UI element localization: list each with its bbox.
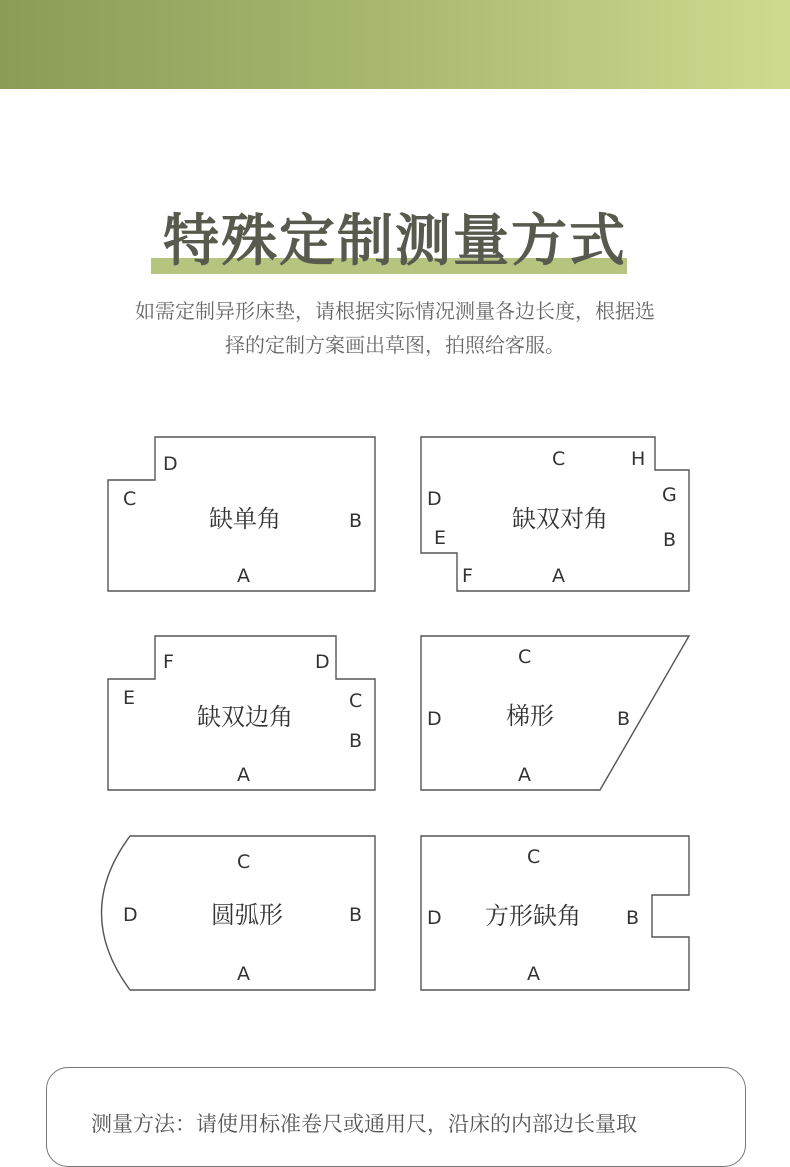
shape-arc (102, 836, 376, 990)
measurement-method-text: 测量方法：请使用标准卷尺或通用尺，沿床的内部边长量取 (91, 1112, 637, 1136)
subtitle-line-1: 如需定制异形床垫，请根据实际情况测量各边长度，根据选 (135, 299, 655, 323)
shape-name: 方形缺角 (485, 902, 581, 930)
shape-double-edge-notch (108, 636, 375, 790)
shape-name: 缺双对角 (512, 505, 608, 533)
edge-label-a: A (518, 764, 531, 786)
edge-label-b: B (617, 708, 631, 730)
edge-label-b: B (663, 529, 677, 551)
edge-label-e: E (434, 527, 447, 549)
edge-label-g: G (662, 484, 677, 506)
edge-label-a: A (237, 764, 250, 786)
measurement-method-box (46, 1067, 746, 1167)
edge-label-c: C (123, 488, 137, 510)
shape-name: 梯形 (506, 702, 554, 730)
edge-label-d: D (123, 904, 138, 926)
edge-label-d: D (427, 907, 442, 929)
edge-label-a: A (552, 565, 565, 587)
edge-label-b: B (349, 730, 363, 752)
edge-label-c: C (349, 690, 363, 712)
edge-label-d: D (427, 488, 442, 510)
edge-label-b: B (349, 904, 363, 926)
edge-label-a: A (237, 963, 250, 985)
edge-label-c: C (552, 448, 566, 470)
edge-label-c: C (527, 846, 541, 868)
edge-label-c: C (237, 851, 251, 873)
edge-label-a: A (527, 963, 540, 985)
edge-label-b: B (626, 907, 640, 929)
shape-double-opposite-notch (421, 437, 689, 591)
edge-label-d: D (163, 453, 178, 475)
edge-label-a: A (237, 565, 250, 587)
edge-label-f: F (462, 565, 473, 587)
shape-trapezoid (421, 636, 689, 790)
subtitle-line-2: 择的定制方案画出草图，拍照给客服。 (225, 333, 565, 357)
shape-name: 缺双边角 (197, 703, 293, 731)
shape-square-notch (421, 836, 689, 990)
edge-label-b: B (349, 510, 363, 532)
edge-label-f: F (163, 651, 174, 673)
edge-label-c: C (518, 646, 532, 668)
edge-label-d: D (315, 651, 330, 673)
shape-trapezoid-outline (421, 636, 689, 790)
shape-single-notch (108, 437, 375, 591)
shape-name: 圆弧形 (211, 901, 283, 929)
edge-label-e: E (123, 687, 136, 709)
shape-name: 缺单角 (209, 505, 281, 533)
edge-label-d: D (427, 708, 442, 730)
edge-label-h: H (631, 448, 646, 470)
page-title: 特殊定制测量方式 (163, 209, 627, 274)
